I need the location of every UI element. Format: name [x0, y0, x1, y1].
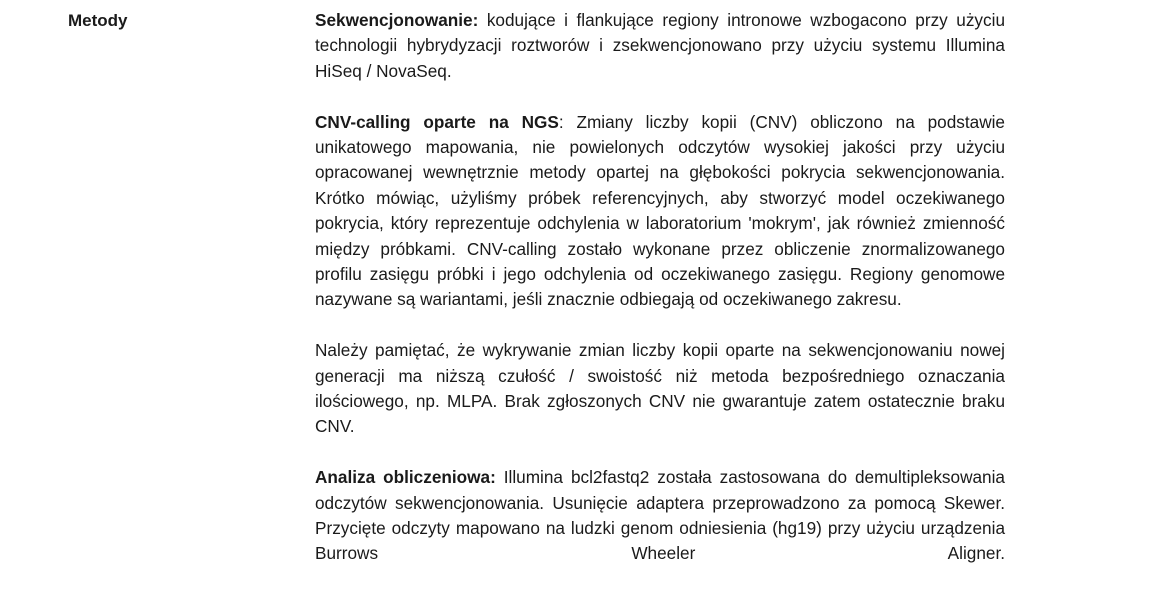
paragraph-cnv-calling [315, 110, 1005, 313]
term-sequencing: Sekwencjonowanie: [315, 10, 479, 30]
text-cnv-limitations: Należy pamiętać, że wykrywanie zmian liczby kopii oparte na sekwencjonowaniu nowej generacji ma niższą czułość / swoistość niż metoda bezpośredniego oznaczania ilościowego, np. MLPA. Brak zgłoszonych CNV nie gwarantuje zatem ostatecznie braku CNV. [315, 340, 1005, 437]
text-computational-analysis: Illumina bcl2fastq2 została zastosowana do demultipleksowania odczytów sekwencjonowania. Usunięcie adaptera przeprowadzono za pomocą Skewer. Przycięte odczyty mapowano na ludzki genom odniesienia (hg19) przy użyciu urządzenia Burrows Wheeler Aligner. [315, 467, 1005, 564]
paragraph-cnv-limitations [315, 338, 1005, 440]
paragraph-sequencing [315, 8, 1005, 84]
methods-content [315, 8, 1005, 592]
term-computational-analysis: Analiza obliczeniowa: [315, 467, 496, 488]
section-label-metody: Metody [68, 11, 128, 30]
text-cnv-calling: : Zmiany liczby kopii (CNV) obliczono na podstawie unikatowego mapowania, nie powielonych odczytów wysokiej jakości przy użyciu opracowanej wewnętrznie metody opartej na głębokości pokrycia sekwencjonowania. Krótko mówiąc, użyliśmy próbek referencyjnych, aby stworzyć model oczekiwanego pokrycia, który reprezentuje odchylenia w laboratorium 'mokrym', jak również zmienność między próbkami. CNV-calling zostało wykonane przez obliczenie znormalizowanego profilu zasięgu próbki i jego odchylenia od oczekiwanego zasięgu. Regiony genomowe nazywane są wariantami, jeśli znacznie odbiegają od oczekiwanego zakresu. [315, 111, 1005, 310]
paragraph-computational-analysis [315, 465, 1005, 567]
term-cnv-calling: CNV-calling oparte na NGS [315, 111, 559, 132]
text-sequencing: kodujące i flankujące regiony intronowe wzbogacono przy użyciu technologii hybrydyzacji roztworów i zsekwencjonowano przy użyciu systemu Illumina HiSeq / NovaSeq. [315, 10, 1005, 81]
